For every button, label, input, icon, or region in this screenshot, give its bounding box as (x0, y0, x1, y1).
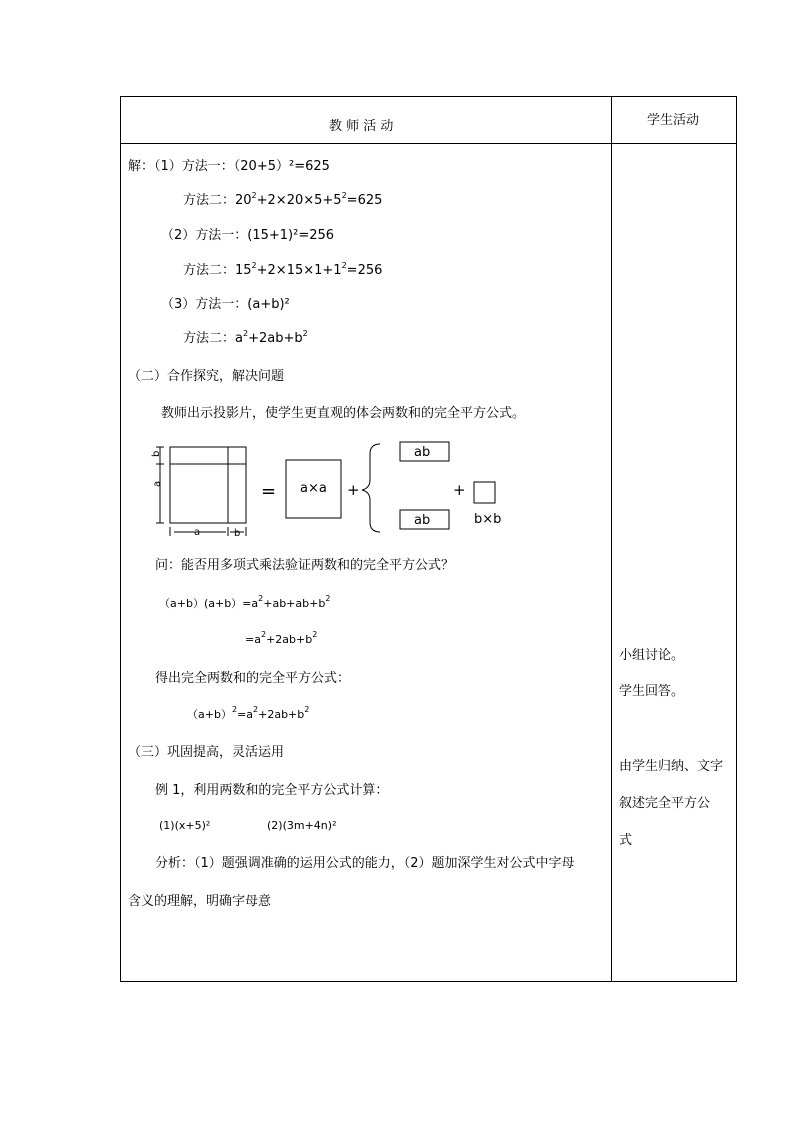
part3-method2: 方法二：$a^2+2ab+b^2$ (183, 328, 308, 346)
label-a-left: a (152, 480, 163, 487)
analysis-line-1: 分析：（1）题强调准确的运用公式的能力，（2）题加深学生对公式中字母 (155, 856, 575, 871)
part1-method1: （1）方法一：（20+5）²=625 (154, 159, 330, 174)
label-b-bottom: b (234, 528, 241, 539)
section2-intro: 教师出示投影片，使学生更直观的体会两数和的完全平方公式。 (161, 406, 526, 421)
question-text: 问：能否用多项式乘法验证两数和的完全平方公式？ (155, 558, 455, 573)
a-times-a-label: a×a (300, 481, 327, 496)
b-times-b-label: b×b (474, 512, 502, 527)
student-note-summary-1: 由学生归纳、文字 (619, 759, 724, 774)
section3-title: （三）巩固提高，灵活运用 (128, 745, 285, 760)
expansion-line-2: $=a^2+2ab+b^2$ (245, 630, 318, 646)
equals-sign: = (261, 481, 277, 502)
lesson-table (120, 96, 737, 982)
label-b-left: b (151, 450, 162, 457)
big-square (170, 447, 246, 523)
conclusion-text: 得出完全两数和的完全平方公式： (155, 671, 351, 686)
teacher-activity-header: 教 师 活 动 (329, 119, 394, 134)
ab-label-top: ab (414, 445, 431, 460)
student-activity-header: 学生活动 (647, 113, 700, 128)
student-note-answer: 学生回答。 (619, 684, 685, 699)
student-note-summary-3: 式 (619, 833, 633, 848)
exercise-1: (1)(x+5)² (159, 819, 211, 832)
label-a-bottom: a (194, 527, 201, 538)
example-1: 例 1，利用两数和的完全平方公式计算： (155, 783, 389, 798)
part1-method2: 方法二：$20^2+2\times 20\times 5+5^2=625$ (183, 190, 383, 208)
plus-sign-2: + (453, 481, 466, 499)
plus-sign-1: + (347, 481, 360, 499)
part2-method2: 方法二：$15^2+2\times 15\times 1+1^2=256$ (183, 260, 383, 278)
analysis-line-2: 含义的理解，明确字母意 (128, 894, 272, 909)
column-divider (611, 97, 612, 981)
square-diagram (148, 440, 548, 550)
brace (362, 444, 380, 532)
ab-label-bottom: ab (414, 513, 431, 528)
exercise-2: (2)(3m+4n)² (267, 819, 337, 832)
header-divider (121, 143, 736, 144)
solution-line-1 (128, 159, 330, 175)
student-note-summary-2: 叙述完全平方公 (619, 796, 711, 811)
section2-title: （二）合作探究，解决问题 (128, 369, 285, 384)
formula-line: $(a+b)^2=a^2+2ab+b^2$ (187, 705, 310, 721)
b-times-b-square (474, 482, 495, 503)
part2-method1: （2）方法一：(15+1)²=256 (161, 228, 335, 243)
student-note-discussion: 小组讨论。 (619, 648, 685, 663)
solution-label: 解： (128, 159, 155, 174)
part3-method1: （3）方法一：(a+b)² (161, 297, 290, 312)
expansion-line-1: $(a+b)(a+b)=a^2+ab+ab+b^2$ (159, 594, 331, 610)
